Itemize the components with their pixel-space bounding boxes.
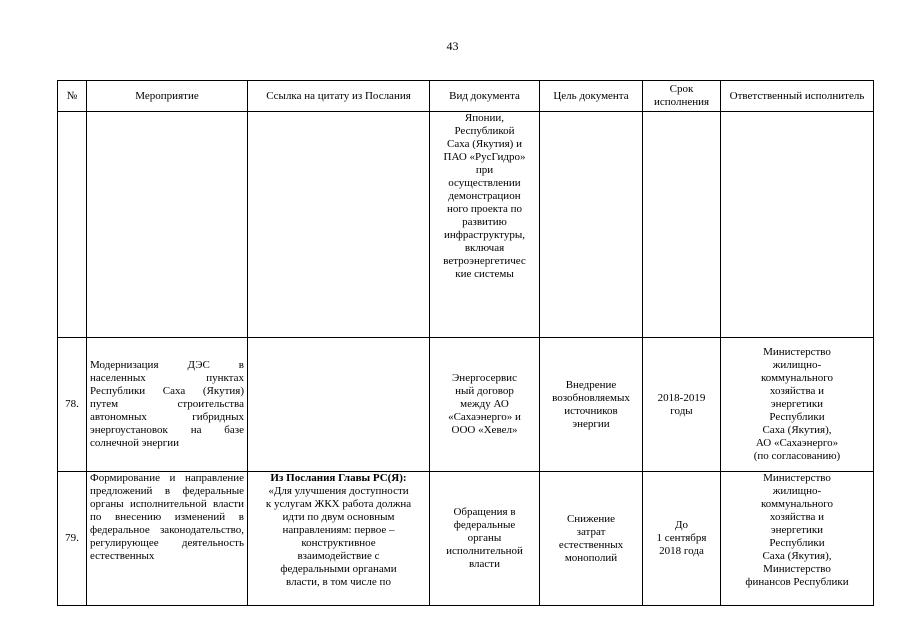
cell-responsible: Министерство жилищно- коммунального хозяйства и энергетики Республики Саха (Якутия), Министерство финансов Республики xyxy=(721,472,874,606)
cell-goal: Снижение затрат естественных монополий xyxy=(540,472,643,606)
header-responsible: Ответственный исполнитель xyxy=(721,81,874,112)
cell-goal xyxy=(540,112,643,338)
page-number: 43 xyxy=(446,39,459,53)
cell-quote xyxy=(248,112,430,338)
cell-num: 78. xyxy=(58,338,87,472)
cell-goal: Внедрение возобновляемых источников энергии xyxy=(540,338,643,472)
cell-event xyxy=(87,112,248,338)
header-num: № xyxy=(58,81,87,112)
cell-responsible: Министерство жилищно- коммунального хозяйства и энергетики Республики Саха (Якутия), АО «Сахаэнерго» (по согласованию) xyxy=(721,338,874,472)
table-row xyxy=(58,112,874,338)
cell-deadline xyxy=(643,112,721,338)
cell-num: 79. xyxy=(58,472,87,606)
cell-doc-type: Японии, Республикой Саха (Якутия) и ПАО «РусГидро» при осуществлении демонстрацион ного проекта по развитию инфраструктуры, включая ветроэнергетичес кие системы xyxy=(430,112,540,338)
table-header-row xyxy=(58,81,874,112)
cell-event: Модернизация ДЭС в населенных пунктах Республики Саха (Якутия) путем строительства автономных гибридных энергоустановок на базе солнечной энергии xyxy=(87,338,248,472)
table-row xyxy=(58,472,874,606)
cell-quote xyxy=(248,338,430,472)
events-table xyxy=(57,80,874,606)
header-event: Мероприятие xyxy=(87,81,248,112)
cell-event: Формирование и направление предложений в федеральные органы исполнительной власти по внесению изменений в федеральное законодательство, регулирующее деятельность естественных xyxy=(87,472,248,606)
cell-doc-type: Обращения в федеральные органы исполнительной власти xyxy=(430,472,540,606)
header-doc-type: Вид документа xyxy=(430,81,540,112)
cell-deadline: До 1 сентября 2018 года xyxy=(643,472,721,606)
header-deadline: Срок исполнения xyxy=(643,81,721,112)
quote-heading: Из Послания Главы РС(Я): xyxy=(270,472,407,484)
cell-responsible xyxy=(721,112,874,338)
table-row xyxy=(58,338,874,472)
cell-quote: Из Послания Главы РС(Я): «Для улучшения доступности к услугам ЖКХ работа должна идти по двум основным направлениям: первое – конструктивное взаимодействие с федеральными органами власти, в том числе по xyxy=(248,472,430,606)
cell-doc-type: Энергосервис ный договор между АО «Сахаэнерго» и ООО «Хевел» xyxy=(430,338,540,472)
header-quote: Ссылка на цитату из Послания xyxy=(248,81,430,112)
cell-deadline: 2018-2019 годы xyxy=(643,338,721,472)
header-goal: Цель документа xyxy=(540,81,643,112)
cell-num xyxy=(58,112,87,338)
